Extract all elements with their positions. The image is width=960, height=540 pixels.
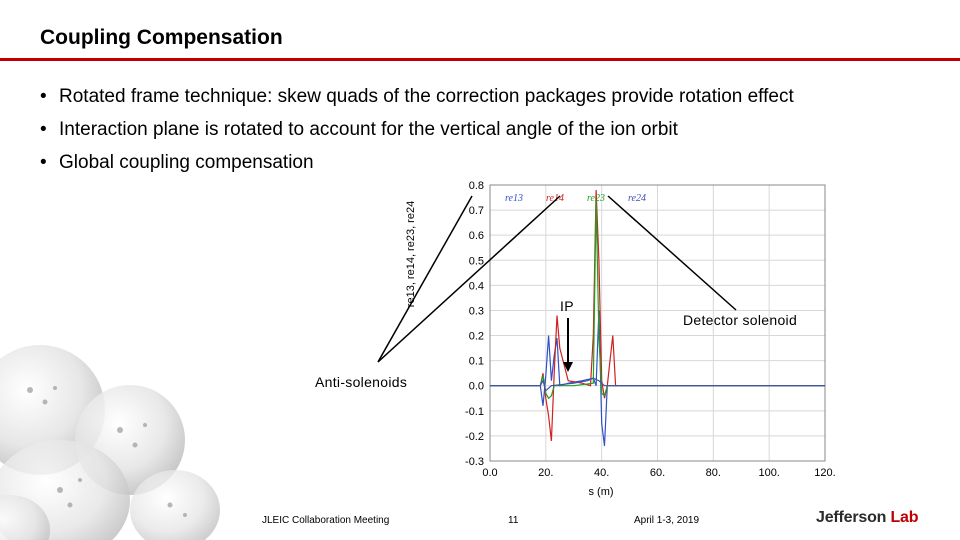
x-axis-label: s (m) [588, 486, 614, 498]
footer-page-number: 11 [508, 515, 519, 526]
y-tick-label: -0.3 [465, 456, 484, 468]
x-tick-label: 40. [594, 467, 610, 479]
legend-label-re24: re24 [628, 193, 646, 204]
chart-legend [505, 193, 646, 204]
chart-x-ticks [482, 467, 835, 479]
arrow-line [608, 196, 736, 310]
bullet-text: Global coupling compensation [59, 152, 314, 173]
slide-title: Coupling Compensation [40, 26, 283, 49]
detector-solenoid-label: Detector solenoid [683, 312, 798, 328]
x-tick-label: 0.0 [482, 467, 498, 479]
y-tick-label: 0.0 [468, 380, 484, 393]
bullet-dot-icon: • [40, 119, 47, 140]
y-tick-label: 0.6 [468, 230, 484, 243]
y-tick-label: 0.2 [468, 330, 484, 343]
legend-label-re13: re13 [505, 193, 523, 204]
x-tick-label: 120. [814, 467, 836, 479]
logo-text-main: Jefferson [816, 509, 887, 526]
y-tick-label: 0.1 [468, 355, 484, 368]
arrow-line [378, 196, 472, 362]
bullet-text: Rotated frame technique: skew quads of the correction packages provide rotation effect [59, 86, 794, 107]
x-tick-label: 20. [538, 467, 554, 479]
legend-label-re23: re23 [587, 193, 605, 204]
ip-label: IP [560, 298, 574, 314]
chart-y-ticks [465, 180, 484, 468]
y-tick-label: 0.5 [468, 255, 484, 268]
anti-solenoids-label: Anti-solenoids [315, 374, 408, 390]
bullet-text: Interaction plane is rotated to account for the vertical angle of the ion orbit [59, 119, 678, 140]
y-tick-label: 0.8 [468, 180, 484, 192]
jefferson-lab-logo [816, 509, 918, 527]
y-tick-label: 0.7 [468, 205, 484, 218]
legend-label-re14: re14 [546, 193, 564, 204]
y-tick-label: 0.3 [468, 305, 484, 318]
x-tick-label: 80. [705, 467, 721, 479]
logo-text-lab: Lab [890, 509, 919, 526]
x-tick-label: 100. [758, 467, 780, 479]
y-tick-label: 0.4 [468, 280, 484, 293]
y-tick-label: -0.2 [465, 430, 484, 443]
y-tick-label: -0.1 [465, 405, 484, 418]
footer-meeting: JLEIC Collaboration Meeting [262, 515, 390, 526]
bullet-dot-icon: • [40, 152, 47, 173]
bullet-dot-icon: • [40, 86, 47, 107]
footer-date: April 1-3, 2019 [634, 515, 700, 526]
x-tick-label: 60. [649, 467, 666, 479]
y-axis-label: re13, re14, re23, re24 [405, 200, 417, 308]
